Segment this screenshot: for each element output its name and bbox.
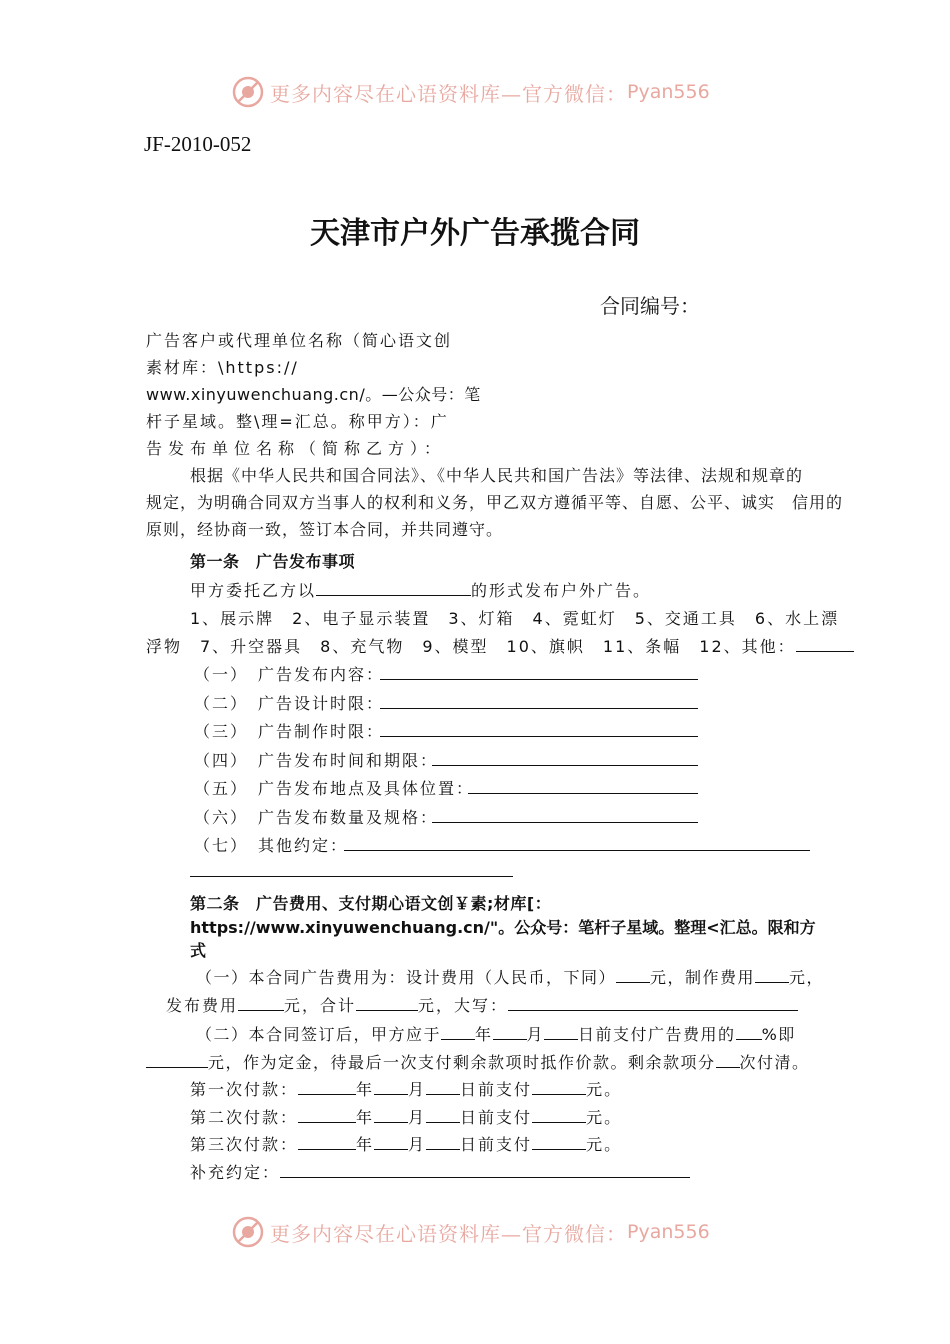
watermark-wechat: Pyan556 (627, 81, 710, 103)
payment-line (190, 1105, 622, 1128)
article1-item: （一） 广告发布内容： (194, 665, 385, 684)
supplement-label: 补充约定： (190, 1163, 281, 1182)
design-fee-blank[interactable] (616, 968, 650, 983)
publish-fee-blank[interactable] (238, 996, 284, 1011)
article2-heading: https://www.xinyuwenchuang.cn/"。公众号：笔杆子星域。整理<汇总。限和方 (190, 918, 816, 937)
form-blank[interactable] (532, 1108, 586, 1123)
article1-item: （六） 广告发布数量及规格： (194, 808, 439, 827)
form-blank[interactable] (298, 1108, 356, 1123)
ad-types-line1: 1、展示牌 2、电子显示装置 3、灯箱 4、霓虹灯 5、交通工具 6、水上漂 (190, 609, 840, 628)
party-line: 广告客户或代理单位名称（简心语文创 (146, 331, 453, 350)
page-title: 天津市户外广告承揽合同 (310, 216, 640, 251)
form-blank[interactable] (344, 850, 810, 851)
deposit-text: 日前支付广告费用的 (578, 1025, 736, 1044)
form-blank[interactable] (716, 1053, 740, 1068)
form-blank[interactable] (736, 1025, 762, 1040)
watermark-text: 更多内容尽在心语资料库—官方微信： (270, 1221, 627, 1246)
intro-line: 原则，经协商一致，签订本合同，并共同遵守。 (146, 520, 504, 539)
pen-logo-icon (232, 1216, 264, 1248)
delegate-prefix: 甲方委托乙方以 (190, 581, 317, 600)
form-blank[interactable] (468, 793, 698, 794)
form-blank[interactable] (380, 736, 698, 737)
form-blank[interactable] (380, 708, 698, 709)
deposit-line2 (146, 1050, 810, 1073)
form-blank[interactable] (532, 1080, 586, 1095)
form-blank[interactable] (280, 1163, 690, 1178)
payment-line (190, 1077, 622, 1100)
form-blank[interactable] (426, 1108, 460, 1123)
article2-heading: 式 (190, 941, 207, 960)
watermark-bottom (232, 1215, 710, 1249)
delegate-suffix: 的形式发布户外广告。 (471, 581, 652, 600)
payment-text: 元。 (586, 1135, 623, 1154)
fee-text: （一）本合同广告费用为：设计费用（人民币，下同） (196, 968, 617, 987)
article1-item: （七） 其他约定： (194, 836, 349, 855)
payment-label: 第一次付款： (190, 1080, 299, 1099)
ad-types-line2 (146, 634, 854, 657)
delegate-line (190, 578, 651, 601)
form-blank[interactable] (426, 1135, 460, 1150)
payment-line (190, 1132, 622, 1155)
form-blank[interactable] (374, 1080, 408, 1095)
article1-item: （五） 广告发布地点及具体位置： (194, 779, 475, 798)
payment-text: 月 (408, 1108, 427, 1127)
payment-text: 日前支付 (460, 1135, 533, 1154)
fee-text: 元，大写： (418, 996, 509, 1015)
watermark-top (232, 75, 710, 109)
deposit-text: 年 (475, 1025, 493, 1044)
article1-item: （二） 广告设计时限： (194, 694, 385, 713)
payment-text: 月 (408, 1135, 427, 1154)
fee-text: 元，制作费用 (650, 968, 756, 987)
payment-label: 第三次付款： (190, 1135, 299, 1154)
document-number: JF-2010-052 (144, 132, 252, 156)
ad-types-text: 浮物 7、升空器具 8、充气物 9、模型 10、旗帜 11、条幅 12、其他： (146, 637, 796, 656)
watermark-text: 更多内容尽在心语资料库—官方微信： (270, 81, 627, 106)
party-line: 杆子星域。整\理=汇总。称甲方）：广 (146, 412, 449, 431)
form-blank[interactable] (298, 1135, 356, 1150)
fee-text: 发布费用 (166, 996, 239, 1015)
article2-heading: 第二条 广告费用、支付期心语文创￥素;材库[： (190, 894, 552, 913)
contract-number-label: 合同编号： (600, 294, 700, 318)
form-blank[interactable] (426, 1080, 460, 1095)
article1-item: （三） 广告制作时限： (194, 722, 385, 741)
deposit-text: 元，作为定金，待最后一次支付剩余款项时抵作价款。剩余款项分 (208, 1053, 716, 1072)
form-blank[interactable] (544, 1025, 578, 1040)
form-blank[interactable] (432, 765, 698, 766)
payment-text: 元。 (586, 1108, 623, 1127)
total-blank[interactable] (356, 996, 418, 1011)
payment-text: 年 (356, 1135, 375, 1154)
form-blank[interactable] (796, 637, 854, 652)
deposit-text: 次付清。 (739, 1053, 810, 1072)
deposit-text: （二）本合同签订后，甲方应于 (196, 1025, 442, 1044)
form-blank[interactable] (298, 1080, 356, 1095)
form-blank[interactable] (316, 581, 471, 596)
watermark-wechat: Pyan556 (627, 1221, 710, 1243)
payment-text: 日前支付 (460, 1108, 533, 1127)
payment-text: 日前支付 (460, 1080, 533, 1099)
form-blank[interactable] (493, 1025, 527, 1040)
payment-label: 第二次付款： (190, 1108, 299, 1127)
form-blank[interactable] (532, 1135, 586, 1150)
payment-text: 年 (356, 1080, 375, 1099)
article1-heading: 第一条 广告发布事项 (190, 552, 356, 571)
form-blank[interactable] (374, 1135, 408, 1150)
deposit-line1 (196, 1022, 796, 1045)
payment-text: 元。 (586, 1080, 623, 1099)
supplement-line (190, 1160, 690, 1183)
party-line: www.xinyuwenchuang.cn/。—公众号：笔 (146, 385, 481, 404)
fee-text: 元， (789, 968, 825, 987)
payment-text: 月 (408, 1080, 427, 1099)
form-blank[interactable] (374, 1108, 408, 1123)
intro-line: 规定，为明确合同双方当事人的权利和义务，甲乙双方遵循平等、自愿、公平、诚实 信用的 (146, 493, 844, 512)
fee-line2 (166, 993, 798, 1016)
form-blank[interactable] (190, 876, 513, 877)
form-blank[interactable] (380, 679, 698, 680)
article1-item: （四） 广告发布时间和期限： (194, 751, 439, 770)
production-fee-blank[interactable] (755, 968, 789, 983)
party-line: 素材库：\https:// (146, 358, 299, 377)
fee-text: 元，合计 (284, 996, 357, 1015)
deposit-text: 月 (526, 1025, 545, 1044)
form-blank[interactable] (432, 822, 698, 823)
form-blank[interactable] (146, 1053, 208, 1068)
form-blank[interactable] (441, 1025, 475, 1040)
party-line: 告发布单位名称（简称乙方）： (146, 439, 447, 458)
intro-line: 根据《中华人民共和国合同法》、《中华人民共和国广告法》等法律、法规和规章的 (190, 466, 804, 485)
amount-words-blank[interactable] (508, 996, 798, 1011)
deposit-text: %即 (761, 1025, 796, 1044)
fee-line1 (196, 965, 824, 988)
pen-logo-icon (232, 76, 264, 108)
payment-text: 年 (356, 1108, 375, 1127)
